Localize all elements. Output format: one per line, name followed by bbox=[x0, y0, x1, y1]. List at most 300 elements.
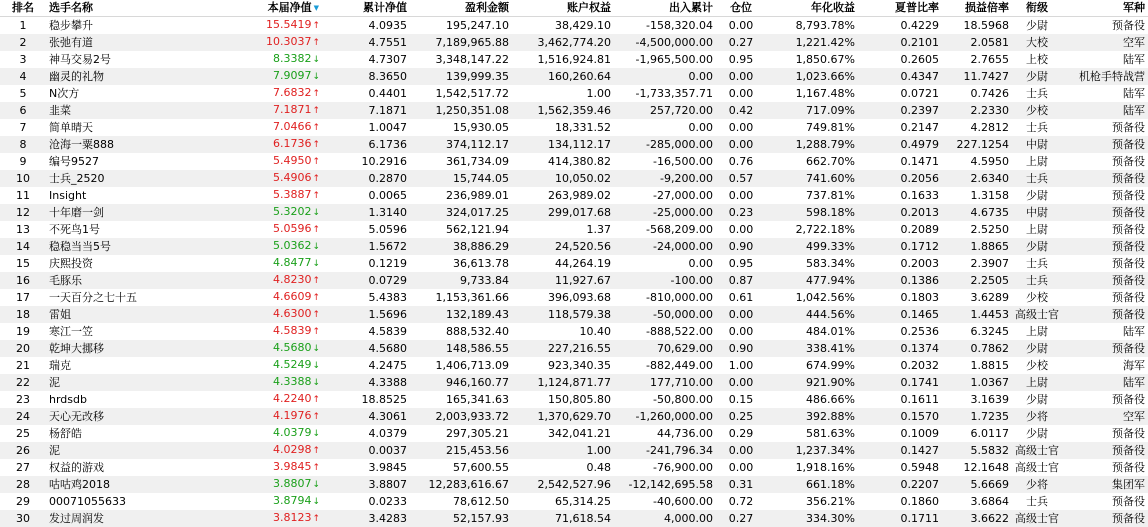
col-header-pnl[interactable] bbox=[410, 0, 512, 17]
cell-pl-ratio: 18.5968 bbox=[942, 17, 1012, 35]
cell-weekly-nav bbox=[204, 238, 322, 255]
cell-pl-ratio: 3.6864 bbox=[942, 493, 1012, 510]
cell-equity: 71,618.54 bbox=[512, 510, 614, 527]
cell-cum-nav: 1.3140 bbox=[322, 204, 410, 221]
cell-position: 0.00 bbox=[716, 187, 766, 204]
cell-name: 十年磨一剑 bbox=[46, 204, 204, 221]
cell-name: 张弛有道 bbox=[46, 34, 204, 51]
cell-name: 泥 bbox=[46, 442, 204, 459]
cell-pnl: 946,160.77 bbox=[410, 374, 512, 391]
col-header-pl-ratio[interactable] bbox=[942, 0, 1012, 17]
cell-position: 0.27 bbox=[716, 510, 766, 527]
cell-weekly-nav bbox=[204, 425, 322, 442]
col-label: 出入累计 bbox=[669, 1, 713, 14]
cell-annual: 741.60% bbox=[766, 170, 858, 187]
cell-position: 0.00 bbox=[716, 85, 766, 102]
cell-sharpe: 0.2003 bbox=[858, 255, 942, 272]
cell-position: 0.31 bbox=[716, 476, 766, 493]
cell-weekly-nav bbox=[204, 221, 322, 238]
cell-branch: 机枪手特战营 bbox=[1062, 68, 1148, 85]
table-row[interactable] bbox=[0, 459, 1148, 476]
table-row[interactable] bbox=[0, 340, 1148, 357]
weekly-nav-value: 4.5839 bbox=[273, 324, 312, 337]
cell-name: 瑞克 bbox=[46, 357, 204, 374]
table-row[interactable] bbox=[0, 408, 1148, 425]
cell-branch: 空军 bbox=[1062, 34, 1148, 51]
cell-cum-nav: 4.2475 bbox=[322, 357, 410, 374]
weekly-nav-value: 5.4906 bbox=[273, 171, 312, 184]
cell-pnl: 9,733.84 bbox=[410, 272, 512, 289]
cell-branch: 空军 bbox=[1062, 408, 1148, 425]
arrow-up-icon: ↑ bbox=[312, 395, 320, 405]
arrow-up-icon: ↑ bbox=[312, 21, 320, 31]
table-row[interactable] bbox=[0, 476, 1148, 493]
table-row[interactable] bbox=[0, 306, 1148, 323]
cell-pnl: 324,017.25 bbox=[410, 204, 512, 221]
cell-position: 0.29 bbox=[716, 425, 766, 442]
cell-branch: 海军 bbox=[1062, 357, 1148, 374]
col-label: 夏普比率 bbox=[895, 1, 939, 14]
table-row[interactable] bbox=[0, 204, 1148, 221]
cell-flow: -158,320.04 bbox=[614, 17, 716, 35]
cell-equity: 1,124,871.77 bbox=[512, 374, 614, 391]
cell-cum-nav: 4.7551 bbox=[322, 34, 410, 51]
arrow-down-icon: ↓ bbox=[312, 208, 320, 218]
cell-weekly-nav bbox=[204, 153, 322, 170]
cell-branch: 预备役 bbox=[1062, 119, 1148, 136]
table-row[interactable] bbox=[0, 136, 1148, 153]
arrow-up-icon: ↑ bbox=[312, 276, 320, 286]
table-row[interactable] bbox=[0, 85, 1148, 102]
weekly-nav-value: 3.8807 bbox=[273, 477, 312, 490]
col-header-name[interactable] bbox=[46, 0, 204, 17]
cell-name: 咕咕鸡2018 bbox=[46, 476, 204, 493]
cell-weekly-nav bbox=[204, 306, 322, 323]
cell-annual: 737.81% bbox=[766, 187, 858, 204]
cell-position: 0.00 bbox=[716, 136, 766, 153]
col-header-flow[interactable] bbox=[614, 0, 716, 17]
cell-sharpe: 0.1471 bbox=[858, 153, 942, 170]
cell-sharpe: 0.5948 bbox=[858, 459, 942, 476]
cell-rank: 22 bbox=[0, 374, 46, 391]
table-row[interactable] bbox=[0, 153, 1148, 170]
cell-pnl: 236,989.01 bbox=[410, 187, 512, 204]
cell-rank-title: 大校 bbox=[1012, 34, 1062, 51]
cell-pl-ratio: 0.7862 bbox=[942, 340, 1012, 357]
weekly-nav-value: 4.8230 bbox=[273, 273, 312, 286]
cell-rank-title: 少将 bbox=[1012, 408, 1062, 425]
weekly-nav-value: 4.0298 bbox=[273, 443, 312, 456]
cell-flow: 0.00 bbox=[614, 119, 716, 136]
cell-flow: -24,000.00 bbox=[614, 238, 716, 255]
col-label: 仓位 bbox=[730, 1, 752, 14]
cell-equity: 160,260.64 bbox=[512, 68, 614, 85]
col-header-rank-title[interactable] bbox=[1012, 0, 1062, 17]
cell-branch: 集团军 bbox=[1062, 476, 1148, 493]
table-row[interactable] bbox=[0, 119, 1148, 136]
cell-rank: 3 bbox=[0, 51, 46, 68]
cell-annual: 1,023.66% bbox=[766, 68, 858, 85]
cell-flow: -882,449.00 bbox=[614, 357, 716, 374]
cell-equity: 1.00 bbox=[512, 442, 614, 459]
cell-pnl: 374,112.17 bbox=[410, 136, 512, 153]
cell-position: 0.00 bbox=[716, 68, 766, 85]
cell-rank-title: 上尉 bbox=[1012, 374, 1062, 391]
cell-annual: 598.18% bbox=[766, 204, 858, 221]
col-label: 累计净值 bbox=[363, 1, 407, 14]
cell-rank-title: 少校 bbox=[1012, 357, 1062, 374]
cell-cum-nav: 1.5672 bbox=[322, 238, 410, 255]
arrow-up-icon: ↑ bbox=[312, 191, 320, 201]
table-row[interactable] bbox=[0, 391, 1148, 408]
cell-cum-nav: 4.0935 bbox=[322, 17, 410, 35]
cell-position: 0.90 bbox=[716, 238, 766, 255]
cell-branch: 预备役 bbox=[1062, 442, 1148, 459]
cell-pl-ratio: 1.0367 bbox=[942, 374, 1012, 391]
cell-rank-title: 中尉 bbox=[1012, 136, 1062, 153]
cell-pnl: 7,189,965.88 bbox=[410, 34, 512, 51]
cell-cum-nav: 5.4383 bbox=[322, 289, 410, 306]
cell-weekly-nav bbox=[204, 170, 322, 187]
cell-equity: 10,050.02 bbox=[512, 170, 614, 187]
cell-equity: 1,516,924.81 bbox=[512, 51, 614, 68]
cell-cum-nav: 4.3388 bbox=[322, 374, 410, 391]
cell-sharpe: 0.4229 bbox=[858, 17, 942, 35]
cell-pl-ratio: 1.4453 bbox=[942, 306, 1012, 323]
weekly-nav-value: 10.3037 bbox=[266, 35, 312, 48]
cell-rank-title: 少尉 bbox=[1012, 17, 1062, 35]
cell-branch: 预备役 bbox=[1062, 204, 1148, 221]
cell-rank: 30 bbox=[0, 510, 46, 527]
cell-annual: 356.21% bbox=[766, 493, 858, 510]
arrow-up-icon: ↑ bbox=[312, 123, 320, 133]
cell-equity: 1.00 bbox=[512, 85, 614, 102]
cell-equity: 44,264.19 bbox=[512, 255, 614, 272]
cell-annual: 8,793.78% bbox=[766, 17, 858, 35]
cell-branch: 陆军 bbox=[1062, 374, 1148, 391]
table-row[interactable] bbox=[0, 255, 1148, 272]
cell-equity: 227,216.55 bbox=[512, 340, 614, 357]
table-row[interactable] bbox=[0, 493, 1148, 510]
cell-pnl: 297,305.21 bbox=[410, 425, 512, 442]
cell-position: 1.00 bbox=[716, 357, 766, 374]
cell-branch: 预备役 bbox=[1062, 136, 1148, 153]
table-row[interactable] bbox=[0, 17, 1148, 35]
table-row[interactable] bbox=[0, 374, 1148, 391]
cell-rank: 9 bbox=[0, 153, 46, 170]
table-row[interactable] bbox=[0, 170, 1148, 187]
arrow-up-icon: ↑ bbox=[312, 225, 320, 235]
cell-annual: 1,918.16% bbox=[766, 459, 858, 476]
cell-position: 0.76 bbox=[716, 153, 766, 170]
cell-name: 寒江一笠 bbox=[46, 323, 204, 340]
cell-annual: 661.18% bbox=[766, 476, 858, 493]
cell-position: 0.42 bbox=[716, 102, 766, 119]
cell-weekly-nav bbox=[204, 119, 322, 136]
cell-flow: 177,710.00 bbox=[614, 374, 716, 391]
cell-sharpe: 0.1611 bbox=[858, 391, 942, 408]
cell-pnl: 361,734.09 bbox=[410, 153, 512, 170]
table-row[interactable] bbox=[0, 221, 1148, 238]
col-label: 损益倍率 bbox=[965, 1, 1009, 14]
cell-annual: 1,042.56% bbox=[766, 289, 858, 306]
cell-name: 天心无改移 bbox=[46, 408, 204, 425]
cell-sharpe: 0.1009 bbox=[858, 425, 942, 442]
cell-name: 00071055633 bbox=[46, 493, 204, 510]
cell-pl-ratio: 1.3158 bbox=[942, 187, 1012, 204]
cell-flow: 0.00 bbox=[614, 68, 716, 85]
arrow-down-icon: ↓ bbox=[312, 344, 320, 354]
cell-rank: 12 bbox=[0, 204, 46, 221]
weekly-nav-value: 4.0379 bbox=[273, 426, 312, 439]
col-header-cum-nav[interactable] bbox=[322, 0, 410, 17]
cell-equity: 18,331.52 bbox=[512, 119, 614, 136]
cell-sharpe: 0.1427 bbox=[858, 442, 942, 459]
table-row[interactable] bbox=[0, 51, 1148, 68]
table-row[interactable] bbox=[0, 238, 1148, 255]
cell-rank-title: 上尉 bbox=[1012, 153, 1062, 170]
cell-annual: 484.01% bbox=[766, 323, 858, 340]
cell-rank: 10 bbox=[0, 170, 46, 187]
cell-sharpe: 0.2056 bbox=[858, 170, 942, 187]
cell-sharpe: 0.1386 bbox=[858, 272, 942, 289]
cell-equity: 3,462,774.20 bbox=[512, 34, 614, 51]
cell-flow: -241,796.34 bbox=[614, 442, 716, 459]
cell-branch: 预备役 bbox=[1062, 272, 1148, 289]
cell-position: 0.00 bbox=[716, 306, 766, 323]
cell-rank-title: 士兵 bbox=[1012, 170, 1062, 187]
cell-equity: 150,805.80 bbox=[512, 391, 614, 408]
cell-position: 0.23 bbox=[716, 204, 766, 221]
cell-pl-ratio: 1.7235 bbox=[942, 408, 1012, 425]
cell-pl-ratio: 5.6669 bbox=[942, 476, 1012, 493]
cell-sharpe: 0.1465 bbox=[858, 306, 942, 323]
cell-cum-nav: 0.4401 bbox=[322, 85, 410, 102]
table-row[interactable] bbox=[0, 68, 1148, 85]
cell-name: 幽灵的礼物 bbox=[46, 68, 204, 85]
cell-name: 神马交易2号 bbox=[46, 51, 204, 68]
cell-sharpe: 0.2207 bbox=[858, 476, 942, 493]
arrow-up-icon: ↑ bbox=[312, 157, 320, 167]
cell-annual: 1,237.34% bbox=[766, 442, 858, 459]
cell-weekly-nav bbox=[204, 272, 322, 289]
cell-rank-title: 少尉 bbox=[1012, 187, 1062, 204]
col-label: 选手名称 bbox=[49, 1, 93, 14]
cell-flow: 4,000.00 bbox=[614, 510, 716, 527]
weekly-nav-value: 7.6832 bbox=[273, 86, 312, 99]
cell-name: 庆熙投资 bbox=[46, 255, 204, 272]
cell-position: 0.15 bbox=[716, 391, 766, 408]
cell-annual: 1,221.42% bbox=[766, 34, 858, 51]
weekly-nav-value: 5.3202 bbox=[273, 205, 312, 218]
cell-pl-ratio: 11.7427 bbox=[942, 68, 1012, 85]
cell-rank: 16 bbox=[0, 272, 46, 289]
col-label: 账户权益 bbox=[567, 1, 611, 14]
cell-weekly-nav bbox=[204, 374, 322, 391]
cell-cum-nav: 4.3061 bbox=[322, 408, 410, 425]
col-header-equity[interactable] bbox=[512, 0, 614, 17]
cell-cum-nav: 6.1736 bbox=[322, 136, 410, 153]
cell-pnl: 562,121.94 bbox=[410, 221, 512, 238]
arrow-down-icon: ↓ bbox=[312, 378, 320, 388]
cell-name: 简单晴天 bbox=[46, 119, 204, 136]
cell-cum-nav: 1.0047 bbox=[322, 119, 410, 136]
weekly-nav-value: 7.9097 bbox=[273, 69, 312, 82]
cell-annual: 486.66% bbox=[766, 391, 858, 408]
cell-cum-nav: 18.8525 bbox=[322, 391, 410, 408]
cell-equity: 134,112.17 bbox=[512, 136, 614, 153]
table-row[interactable] bbox=[0, 510, 1148, 527]
cell-name: 稳步攀升 bbox=[46, 17, 204, 35]
cell-rank-title: 高级士官 bbox=[1012, 459, 1062, 476]
cell-weekly-nav bbox=[204, 323, 322, 340]
col-header-sharpe[interactable] bbox=[858, 0, 942, 17]
cell-rank: 20 bbox=[0, 340, 46, 357]
cell-sharpe: 0.4979 bbox=[858, 136, 942, 153]
cell-cum-nav: 10.2916 bbox=[322, 153, 410, 170]
cell-cum-nav: 3.4283 bbox=[322, 510, 410, 527]
cell-pnl: 57,600.55 bbox=[410, 459, 512, 476]
cell-rank: 1 bbox=[0, 17, 46, 35]
cell-rank: 14 bbox=[0, 238, 46, 255]
cell-position: 0.00 bbox=[716, 323, 766, 340]
weekly-nav-value: 15.5419 bbox=[266, 18, 312, 31]
cell-cum-nav: 0.0065 bbox=[322, 187, 410, 204]
cell-name: 雷姐 bbox=[46, 306, 204, 323]
cell-pnl: 132,189.43 bbox=[410, 306, 512, 323]
col-header-branch[interactable] bbox=[1062, 0, 1148, 17]
cell-position: 0.25 bbox=[716, 408, 766, 425]
cell-rank-title: 高级士官 bbox=[1012, 510, 1062, 527]
weekly-nav-value: 5.4950 bbox=[273, 154, 312, 167]
col-header-annual[interactable] bbox=[766, 0, 858, 17]
weekly-nav-value: 5.0362 bbox=[273, 239, 312, 252]
cell-rank: 25 bbox=[0, 425, 46, 442]
table-row[interactable] bbox=[0, 425, 1148, 442]
weekly-nav-value: 7.1871 bbox=[273, 103, 312, 116]
cell-pl-ratio: 3.6289 bbox=[942, 289, 1012, 306]
cell-rank-title: 少尉 bbox=[1012, 391, 1062, 408]
cell-branch: 预备役 bbox=[1062, 187, 1148, 204]
sort-desc-icon[interactable]: ▼ bbox=[314, 4, 319, 12]
cell-pnl: 38,886.29 bbox=[410, 238, 512, 255]
col-header-rank[interactable] bbox=[0, 0, 46, 17]
cell-sharpe: 0.1711 bbox=[858, 510, 942, 527]
cell-pl-ratio: 12.1648 bbox=[942, 459, 1012, 476]
cell-name: 权益的游戏 bbox=[46, 459, 204, 476]
table-row[interactable] bbox=[0, 357, 1148, 374]
cell-sharpe: 0.2089 bbox=[858, 221, 942, 238]
cell-pl-ratio: 2.2330 bbox=[942, 102, 1012, 119]
cell-cum-nav: 0.2870 bbox=[322, 170, 410, 187]
cell-branch: 预备役 bbox=[1062, 255, 1148, 272]
cell-pnl: 78,612.50 bbox=[410, 493, 512, 510]
cell-sharpe: 0.1860 bbox=[858, 493, 942, 510]
cell-equity: 10.40 bbox=[512, 323, 614, 340]
cell-pnl: 1,542,517.72 bbox=[410, 85, 512, 102]
cell-flow: -9,200.00 bbox=[614, 170, 716, 187]
cell-rank: 23 bbox=[0, 391, 46, 408]
cell-flow: -50,800.00 bbox=[614, 391, 716, 408]
cell-branch: 陆军 bbox=[1062, 102, 1148, 119]
cell-flow: -568,209.00 bbox=[614, 221, 716, 238]
table-row[interactable] bbox=[0, 289, 1148, 306]
cell-pnl: 215,453.56 bbox=[410, 442, 512, 459]
cell-pnl: 3,348,147.22 bbox=[410, 51, 512, 68]
header-row bbox=[0, 0, 1148, 17]
cell-rank-title: 少尉 bbox=[1012, 68, 1062, 85]
cell-name: 不死鸟1号 bbox=[46, 221, 204, 238]
col-header-weekly-nav[interactable] bbox=[204, 0, 322, 17]
cell-pnl: 1,406,713.09 bbox=[410, 357, 512, 374]
weekly-nav-value: 4.5249 bbox=[273, 358, 312, 371]
cell-pl-ratio: 4.2812 bbox=[942, 119, 1012, 136]
cell-pl-ratio: 2.2505 bbox=[942, 272, 1012, 289]
weekly-nav-value: 7.0466 bbox=[273, 120, 312, 133]
cell-rank: 2 bbox=[0, 34, 46, 51]
cell-weekly-nav bbox=[204, 510, 322, 527]
col-label: 排名 bbox=[12, 1, 34, 14]
cell-flow: -100.00 bbox=[614, 272, 716, 289]
weekly-nav-value: 4.8477 bbox=[273, 256, 312, 269]
cell-position: 0.61 bbox=[716, 289, 766, 306]
cell-pl-ratio: 0.7426 bbox=[942, 85, 1012, 102]
arrow-up-icon: ↑ bbox=[312, 463, 320, 473]
cell-name: 稳稳当当5号 bbox=[46, 238, 204, 255]
cell-pl-ratio: 3.1639 bbox=[942, 391, 1012, 408]
table-row[interactable] bbox=[0, 272, 1148, 289]
cell-cum-nav: 7.1871 bbox=[322, 102, 410, 119]
cell-equity: 2,542,527.96 bbox=[512, 476, 614, 493]
cell-position: 0.00 bbox=[716, 374, 766, 391]
cell-weekly-nav bbox=[204, 493, 322, 510]
table-row[interactable] bbox=[0, 34, 1148, 51]
arrow-up-icon: ↑ bbox=[312, 140, 320, 150]
weekly-nav-value: 4.1976 bbox=[273, 409, 312, 422]
cell-rank: 11 bbox=[0, 187, 46, 204]
cell-weekly-nav bbox=[204, 51, 322, 68]
cell-name: hrdsdb bbox=[46, 391, 204, 408]
arrow-up-icon: ↑ bbox=[312, 38, 320, 48]
table-body bbox=[0, 17, 1148, 527]
arrow-down-icon: ↓ bbox=[312, 497, 320, 507]
cell-sharpe: 0.2397 bbox=[858, 102, 942, 119]
cell-name: 一天百分之七十五 bbox=[46, 289, 204, 306]
cell-rank-title: 高级士官 bbox=[1012, 306, 1062, 323]
cell-rank-title: 少校 bbox=[1012, 102, 1062, 119]
table-row[interactable] bbox=[0, 323, 1148, 340]
cell-cum-nav: 3.8807 bbox=[322, 476, 410, 493]
cell-equity: 1,370,629.70 bbox=[512, 408, 614, 425]
cell-name: 韭菜 bbox=[46, 102, 204, 119]
table-row[interactable] bbox=[0, 102, 1148, 119]
table-row[interactable] bbox=[0, 442, 1148, 459]
col-header-position[interactable] bbox=[716, 0, 766, 17]
cell-position: 0.72 bbox=[716, 493, 766, 510]
cell-weekly-nav bbox=[204, 357, 322, 374]
cell-rank-title: 上尉 bbox=[1012, 323, 1062, 340]
cell-flow: 257,720.00 bbox=[614, 102, 716, 119]
cell-flow: -285,000.00 bbox=[614, 136, 716, 153]
cell-branch: 预备役 bbox=[1062, 238, 1148, 255]
cell-flow: -27,000.00 bbox=[614, 187, 716, 204]
cell-position: 0.57 bbox=[716, 170, 766, 187]
cell-rank: 7 bbox=[0, 119, 46, 136]
table-row[interactable] bbox=[0, 187, 1148, 204]
cell-branch: 预备役 bbox=[1062, 510, 1148, 527]
cell-cum-nav: 0.1219 bbox=[322, 255, 410, 272]
weekly-nav-value: 4.2240 bbox=[273, 392, 312, 405]
